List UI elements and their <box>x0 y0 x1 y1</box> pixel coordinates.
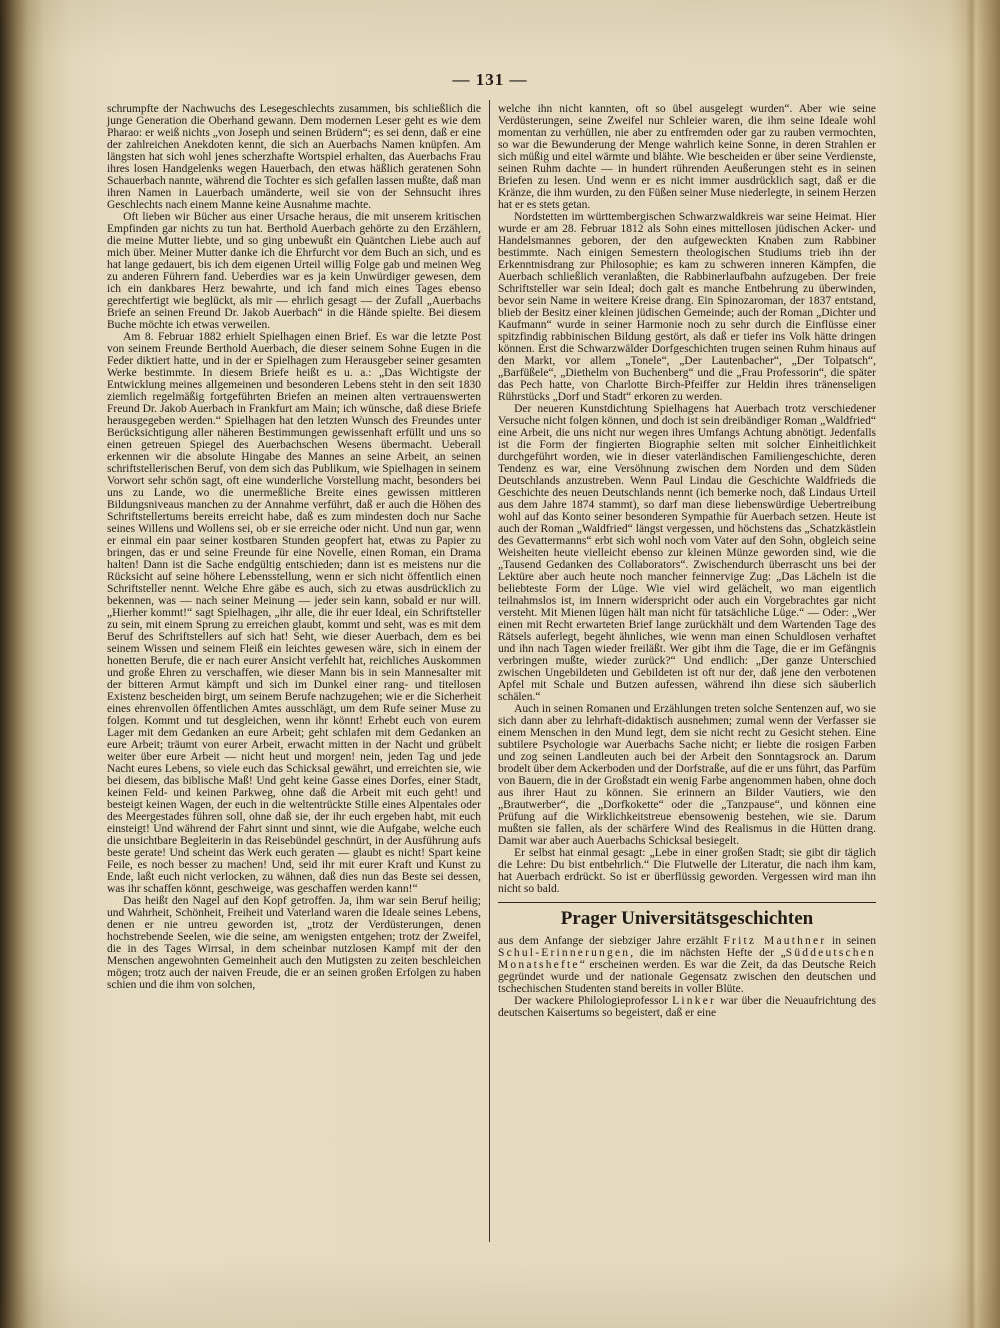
paragraph: Oft lieben wir Bücher aus einer Ursache heraus, die mit unserem kritischen Empfinden gar nichts zu tun hat. Berthold Auerbach gehörte zu den Erzählern, die meine Mutter liebte, und so ging unbewußt ein Quäntchen Liebe auch auf mich über. Meiner Mutter danke ich die Ehrfurcht vor dem Buch an sich, und es hat lange gedauert, bis ich dem eigenen Urteil willig Folge gab und meinen Weg zu anderen Führern fand. Ueberdies war es ja kein Unwürdiger gewesen, dem ich ein dankbares Herz bewahrte, und ich fand mich eines Tages ebenso gerechtfertigt wie beglückt, als mir — ehrlich gesagt — der Zufall „Auerbachs Briefe an seinen Freund Dr. Jakob Auerbach“ in die Hände spielte. Bei diesem Buche möchte ich etwas verweilen. <box>107 211 481 331</box>
text-segment: in seinen <box>826 935 876 947</box>
text-segment: war über die Neuaufrichtung des deutschen Kaisertums so begeistert, daß er eine <box>498 995 877 1019</box>
text-segment: aus dem Anfange der siebziger Jahre erzählt <box>498 935 724 947</box>
paragraph: Er selbst hat einmal gesagt: „Lebe in einer großen Stadt; sie gibt dir täglich die Lehre: Du bist entbehrlich.“ Die Flutwelle der Literatur, die nach ihm kam, hat Auerbach erdrückt. So ist er überflüssig geworden. Vergessen wird man ihn nicht so bald. <box>498 847 876 895</box>
paragraph: Nordstetten im württembergischen Schwarzwaldkreis war seine Heimat. Hier wurde er am 28. Februar 1812 als Sohn eines mittellosen jüdischen Acker- und Handelsmannes geboren, der den aufgeweckten Knaben zum Rabbiner bestimmte. Nach einigen Semestern theologischen Studiums trieb ihn der Erkenntnisdrang zur Philosophie; es kam zu schweren inneren Kämpfen, die Auerbach schließlich veranlaßten, die Rabbinerlaufbahn aufzugeben. Der freie Schriftsteller war sein Ideal; doch galt es manche Entbehrung zu überwinden, bevor sein Name in weitere Kreise drang. Ein Spinozaroman, der 1837 entstand, blieb der Besitz einer kleinen jüdischen Gemeinde; auch der Roman „Dichter und Kaufmann“ wurde in seiner Harmonie noch zu sehr durch die Einflüsse einer spitzfindig rabbinischen Bildung gestört, als daß er tiefer ins Volk hätte dringen können. Erst die Schwarzwälder Dorfgeschichten trugen seinen Ruhm hinaus auf den Markt, vor allem „Tonele“, „Der Lautenbacher“, „Der Tolpatsch“, „Barfüßele“, „Diethelm von Buchenberg“ und die „Frau Professorin“, die später das Pech hatte, von Charlotte Birch-Pfeiffer zur Heldin ihres tränenseligen Rührstücks „Dorf und Stadt“ erkoren zu werden. <box>498 211 876 403</box>
right-column <box>498 103 876 1019</box>
work-title: Schul-Erinnerungen <box>498 947 631 959</box>
paragraph: schrumpfte der Nachwuchs des Lesegeschlechts zusammen, bis schließlich die junge Generation die Oberhand gewann. Dem modernen Leser geht es wie dem Pharao: er weiß nichts „von Joseph und seinen Brüdern“; es sei denn, daß er eine der zahlreichen Anekdoten kennt, die sich an Auerbachs Namen knüpfen. Am längsten hat sich wohl jenes scherzhafte Wortspiel erhalten, das Auerbachs Frau ihres losen Handgelenks wegen Hauerbach, den etwas häßlich geratenen Sohn Schauerbach nannte, während die Tochter es sich gefallen lassen mußte, daß man ihren Namen in Lauerbach umänderte, weil sie von der Sehnsucht ihres Geschlechts nach einem Manne keine Ausnahme machte. <box>107 103 481 211</box>
paragraph: Der neueren Kunstdichtung Spielhagens hat Auerbach trotz verschiedener Versuche nicht folgen können, und doch ist sein dreibändiger Roman „Waldfried“ eine Arbeit, die uns nicht nur wegen ihres Umfangs Achtung abnötigt. Jedenfalls ist die Form der fingierten Biographie selten mit solcher Einheitlichkeit durchgeführt worden, wie in dieser vaterländischen Familiengeschichte, deren Tendenz es war, eine Versöhnung zwischen dem Norden und dem Süden Deutschlands anzustreben. Wenn Paul Lindau die Geschichte Waldfrieds die Geschichte des neuen Deutschlands nennt (ich bemerke noch, daß Lindaus Urteil aus dem Jahre 1874 stammt), so darf man diese liebenswürdige Uebertreibung wohl auf das Konto seiner besonderen Sympathie für Auerbach setzen. Heute ist auch der Roman „Waldfried“ längst vergessen, und höchstens das „Schatzkästlein des Gevattermanns“ erbt sich wohl noch vom Vater auf den Sohn, obgleich seine Weisheiten heute vielleicht ebenso zur kleinen Münze geworden sind, wie die „Tausend Gedanken des Collaborators“. Zwischendurch überrascht uns bei der Lektüre aber auch heute noch mancher feinnervige Zug: „Das Lächeln ist die beliebteste Form der Lüge. Wie viel wird gelächelt, wo man eigentlich teilnahmslos ist, im Innern widerspricht oder auch ein Vorgebrachtes gar nicht versteht. Mit Mienen lügen hält man nicht für tatsächliche Lüge.“ — Oder: „Wer einen mit Recht erwarteten Brief lange zurückhält und dem Wartenden Tage des Rätsels auferlegt, begeht ähnliches, wie wenn man einen Schuldlosen verhaftet und ihn nach Tagen wieder freiläßt. Wer gibt ihm die Tage, die er im Gefängnis verbringen mußte, wieder zurück?“ Und endlich: „Der ganze Unterschied zwischen Ungebildeten und Gebildeten ist oft nur der, daß jene den verbotenen Apfel mit Schale und Butzen aufessen, während ihn diese sich säuberlich schälen.“ <box>498 403 876 703</box>
section-paragraph <box>498 935 876 995</box>
section-rule <box>498 902 876 903</box>
section-title: Prager Universitätsgeschichten <box>560 908 814 929</box>
paragraph: Auch in seinen Romanen und Erzählungen treten solche Sentenzen auf, wo sie sich dann aber zu lehrhaft-didaktisch ausnehmen; zumal wenn der Verfasser sie einem Menschen in den Mund legt, dem sie nicht recht zu Gesicht stehen. Eine subtilere Psychologie war Auerbachs Sache nicht; er liebte die rosigen Farben und zog seinen Landleuten auch bei der Arbeit den Sonntagsrock an. Darum brodelt über dem Ackerboden und der Dorfstraße, auf die er uns führt, das Parfüm von Bauern, die in der Großstadt ein wenig Farbe angenommen haben, ohne doch aus ihrer Haut zu können. Sie erinnern an Bilder Vautiers, wie den „Brautwerber“, die „Dorfkokette“ oder die „Tanzpause“, und können eine Prüfung auf die Wirklichkeitstreue ebensowenig bestehen, wie sie. Darum mußten sie fallen, als der schärfere Wind des Realismus in die Hütten drang. Damit war aber auch Auerbachs Schicksal besiegelt. <box>498 703 876 847</box>
journal-title: Süddeutschen Monatshefte <box>498 947 876 971</box>
text-segment: , die im nächsten Hefte der „ <box>630 947 786 959</box>
person-name: Linker <box>672 995 717 1007</box>
left-column <box>107 103 481 991</box>
paragraph: welche ihn nicht kannten, oft so übel ausgelegt wurden“. Aber wie seine Verdüsterungen, seine Zweifel nur Schleier waren, die ihm seine Ideale wohl momentan zu verhüllen, nie aber zu entfremden oder gar zu rauben vermochten, so war die Bewunderung der Menge wahrlich keine Sonne, in deren Strahlen er sich müßig und eitel wärmte und blähte. Wie bescheiden er über seine Verdienste, seinen Ruhm dachte — in hundert rührenden Aeußerungen steht es in seinen Briefen zu lesen. Und wenn er es nicht immer ausdrücklich sagt, daß er die Kränze, die ihm wurden, zu den Füßen seiner Muse niederlegte, in seinem Herzen hat er es stets getan. <box>498 103 876 211</box>
paragraph: Am 8. Februar 1882 erhielt Spielhagen einen Brief. Es war die letzte Post von seinem Freunde Berthold Auerbach, die dieser seinem Sohne Eugen in die Feder diktiert hatte, und in der er Spielhagen zum Herausgeber seiner gesamten Werke bestimmte. In diesem Briefe heißt es u. a.: „Das Wichtigste der Entwicklung meines allgemeinen und besonderen Lebens steht in den seit 1830 ziemlich regelmäßig fortgeführten Briefen an meinen alten vertrauenswerten Freund Dr. Jakob Auerbach in Frankfurt am Main; ich wünsche, daß diese Briefe herausgegeben werden.“ Spielhagen hat den letzten Wunsch des Freundes unter Berücksichtigung aller näheren Bestimmungen gewissenhaft erfüllt und uns so einen getreuen Spiegel des Auerbachschen Wesens übermacht. Ueberall erkennen wir die absolute Hingabe des Mannes an seine Arbeit, an seinen schriftstellerischen Beruf, von dem sich das Publikum, wie Spielhagen in seinem Vorwort sehr schön sagt, oft eine wunderliche Vorstellung macht, besonders bei uns zu Lande, wo die unermeßliche Breite eines gewissen mittleren Bildungsniveaus manchen zu der Annahme verführt, daß er auch die Höhen des Schriftstellertums bereits erreicht habe, daß es zum mindesten doch nur Sache seines Willens und Wollens sei, ob er sie erreiche oder nicht. Und nun gar, wenn er einmal ein paar seiner kostbaren Stunden geopfert hat, etwas zu Papier zu bringen, das er und seine Freunde für eine Novelle, einen Roman, ein Drama halten! Dann ist die Sache endgültig entschieden; dann ist es meistens nur die Rücksicht auf seine höhere Lebensstellung, wenn er sich nicht öffentlich einen Schriftsteller nennt. Welche Ehre gäbe es auch, sich zu etwas ausdrücklich zu bekennen, was — nach seiner Meinung — jeder sein kann, sobald er nur will. „Hierher kommt!“ sagt Spielhagen, „ihr alle, die ihr euer Ideal, ein Schriftsteller zu sein, mit einem Sprung zu erreichen glaubt, kommt und seht, was es mit dem Beruf des Schriftstellers auf sich hat! Seht, wie dieser Auerbach, dem es bei seinem Wissen und seinem Fleiß ein leichtes gewesen wäre, sich in einem der honetten Berufe, die er nach eurer Ansicht verfehlt hat, reichliches Auskommen und große Ehren zu verschaffen, wie dieser Mann bis in sein Mannesalter mit der bitteren Armut kämpft und sich im Dunkel einer rang- und titellosen Existenz bescheiden birgt, um seinem Berufe nachzugehen; wie er die Sicherheit eines ehrenvollen öffentlichen Amtes ausschlägt, um dem Rufe seiner Muse zu folgen. Kommt und tut desgleichen, wenn ihr könnt! Erhebt euch von eurem Lager mit dem Gedanken an eure Arbeit; geht schlafen mit dem Gedanken an eure Arbeit; träumt von eurer Arbeit, erwacht mitten in der Nacht und grübelt weiter über eure Arbeit — nicht heut und morgen! nein, jeden Tag und jede Nacht eures Lebens, so viele euch das Schicksal gewährt, und erreichten sie, wie bei diesem, das biblische Maß! Und geht keine Gasse eines Dorfes, einer Stadt, keinen Feld- und keinen Parkweg, ohne daß die Arbeit mit euch geht! und besteigt keinen Wagen, der euch in die weltentrückte Stille eines Alpentales oder des Meergestades führen soll, ohne daß sie, der ihr euch ergeben habt, mit euch einsteigt! Und während der Fahrt sinnt und sinnt, wie die Aufgabe, welche euch die unsichtbare Begleiterin in das Reisebündel geschnürt, in der Ausführung aufs beste gerate! Und scheint das Werk euch geraten — glaubt es nicht! Spart keine Feile, es noch besser zu machen! Und, seid ihr mit eurer Kraft und Kunst zu Ende, laßt euch nicht verlocken, zu wähnen, daß dies nun das Beste sei dessen, was ihr schaffen könnt, geschweige, was geschaffen werden kann!“ <box>107 331 481 895</box>
column-divider <box>489 100 490 1242</box>
section-paragraph <box>498 995 876 1019</box>
author-name: Fritz Mauthner <box>723 935 827 947</box>
text-segment: Der wackere Philologieprofessor <box>514 995 673 1007</box>
page-number: — 131 — <box>452 70 528 89</box>
text-segment: “ erscheinen werden. Es war die Zeit, da das Deutsche Reich gegründet wurde und der nationale Gegensatz zwischen den deutschen und tschechischen Studenten stand bereits in voller Blüte. <box>498 959 876 995</box>
paragraph: Das heißt den Nagel auf den Kopf getroffen. Ja, ihm war sein Beruf heilig; und Wahrheit, Schönheit, Freiheit und Vaterland waren die Ideale seines Lebens, denen er nie untreu geworden ist, „trotz der Verdüsterungen, denen hochstrebende Seelen, wie die seine, am wenigsten entgehen; trotz der Zweifel, die in des Tages Wirrsal, in dem scheinbar nutzlosen Kampf mit der den Menschen angewohnten Gemeinheit auch den Mutigsten zu zeiten beschleichen mögen; trotz auch der naiven Freude, die er an seinen großen Erfolgen zu haben schien und die ihm von solchen, <box>107 895 481 991</box>
